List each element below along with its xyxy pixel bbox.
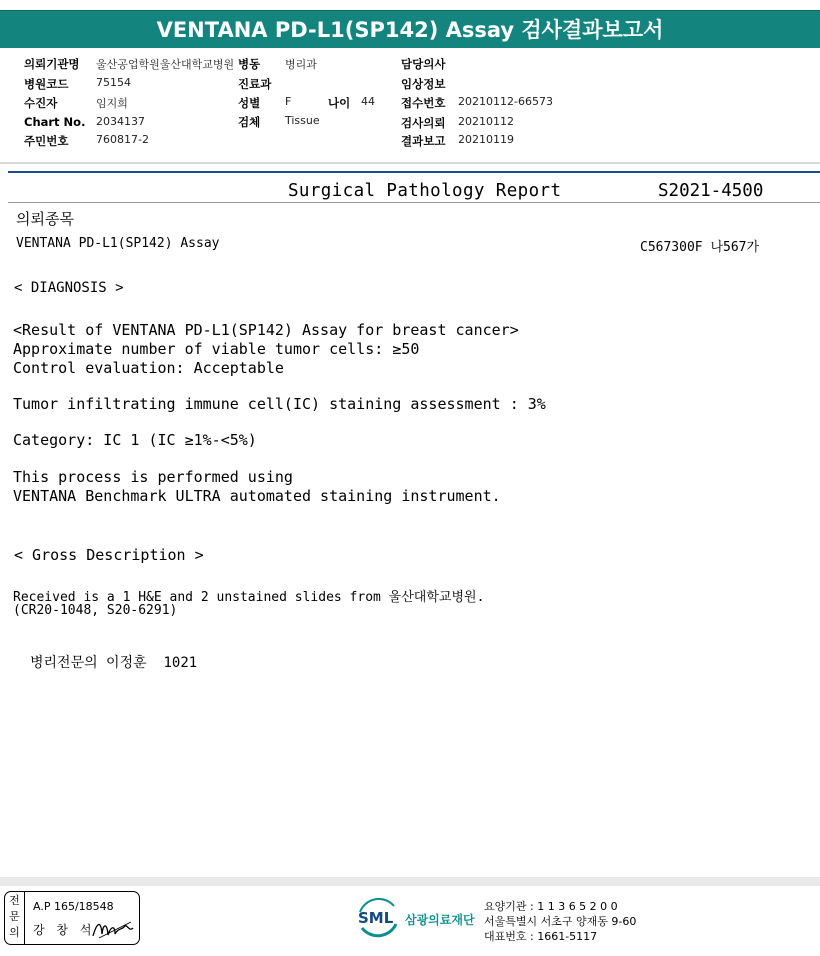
report-type-title: Surgical Pathology Report [288, 181, 562, 201]
stamp-license: A.P 165/18548 [33, 900, 114, 913]
specialist-stamp [4, 891, 140, 945]
stamp-name: 강 창 석 [33, 923, 96, 937]
diagnosis-header: < DIAGNOSIS > [14, 280, 124, 296]
report-date-value: 20210119 [458, 133, 514, 146]
sex-label: 성별 [238, 96, 261, 110]
ward-label: 병동 [238, 57, 261, 71]
receipt-no-value: 20210112-66573 [458, 95, 553, 108]
report-heading: VENTANA PD-L1(SP142) Assay 검사결과보고서 [156, 18, 664, 42]
diagnosis-line: Approximate number of viable tumor cells: ≥50 [13, 340, 420, 358]
institution-address: 서울특별시 서초구 양재동 9-60 [484, 915, 637, 928]
requesting-institution-label: 의뢰기관명 [24, 57, 80, 71]
institution-code: 요양기관 : 1 1 3 6 5 2 0 0 [484, 900, 618, 913]
request-item-code: C567300F 나567가 [640, 240, 760, 255]
report-top-rule [8, 171, 820, 173]
patient-label: 수진자 [24, 96, 58, 110]
request-date-value: 20210112 [458, 115, 514, 128]
diagnosis-line: <Result of VENTANA PD-L1(SP142) Assay for breast cancer> [13, 321, 519, 339]
chart-no-label: Chart No. [24, 115, 86, 129]
stamp-side-label [5, 892, 25, 944]
report-title-rule [8, 202, 820, 203]
report-title-bar [0, 10, 820, 48]
requesting-institution-value: 울산공업학원울산대학교병원 [96, 58, 235, 71]
logo-mark: SML [358, 909, 394, 927]
diagnosis-line: Category: IC 1 (IC ≥1%-<5%) [13, 431, 257, 449]
receipt-no-label: 접수번호 [401, 96, 446, 110]
gross-header: < Gross Description > [14, 546, 204, 564]
stamp-side-text: 전문의 [9, 894, 20, 939]
doctor-label: 담당의사 [401, 57, 446, 71]
ward-value: 병리과 [285, 58, 317, 71]
pathologist-signature: 병리전문의 이정훈 1021 [30, 655, 198, 671]
specimen-label: 검체 [238, 115, 261, 129]
hospital-code-value: 75154 [96, 76, 131, 89]
report-number: S2021-4500 [658, 181, 764, 201]
patient-value: 임지희 [96, 97, 128, 110]
gross-line: Received is a 1 H&E and 2 unstained slides from 울산대학교병원. [13, 590, 485, 605]
gross-line: (CR20-1048, S20-6291) [13, 603, 178, 618]
institution-name: 삼광의료재단 [405, 913, 475, 927]
footer-divider [0, 877, 820, 886]
age-value: 44 [361, 95, 375, 108]
signature-icon [91, 916, 137, 942]
diagnosis-line: This process is performed using [13, 468, 293, 486]
age-label: 나이 [328, 96, 351, 110]
diagnosis-line: VENTANA Benchmark ULTRA automated staining instrument. [13, 487, 501, 505]
id-no-value: 760817-2 [96, 133, 149, 146]
request-date-label: 검사의뢰 [401, 116, 446, 130]
request-item-value: VENTANA PD-L1(SP142) Assay [16, 236, 220, 251]
institution-phone: 대표번호 : 1661-5117 [484, 930, 598, 943]
id-no-label: 주민번호 [24, 134, 69, 148]
header-divider [0, 162, 820, 164]
request-item-label: 의뢰종목 [16, 210, 74, 228]
clinical-info-label: 임상정보 [401, 77, 446, 91]
hospital-code-label: 병원코드 [24, 77, 69, 91]
diagnosis-line: Control evaluation: Acceptable [13, 359, 284, 377]
specimen-value: Tissue [285, 114, 320, 127]
report-date-label: 결과보고 [401, 134, 446, 148]
diagnosis-line: Tumor infiltrating immune cell(IC) staining assessment : 3% [13, 395, 546, 413]
sml-logo-icon [356, 898, 402, 938]
patient-info-block [0, 55, 820, 159]
department-label: 진료과 [238, 77, 272, 91]
chart-no-value: 2034137 [96, 115, 145, 128]
sex-value: F [285, 95, 292, 108]
